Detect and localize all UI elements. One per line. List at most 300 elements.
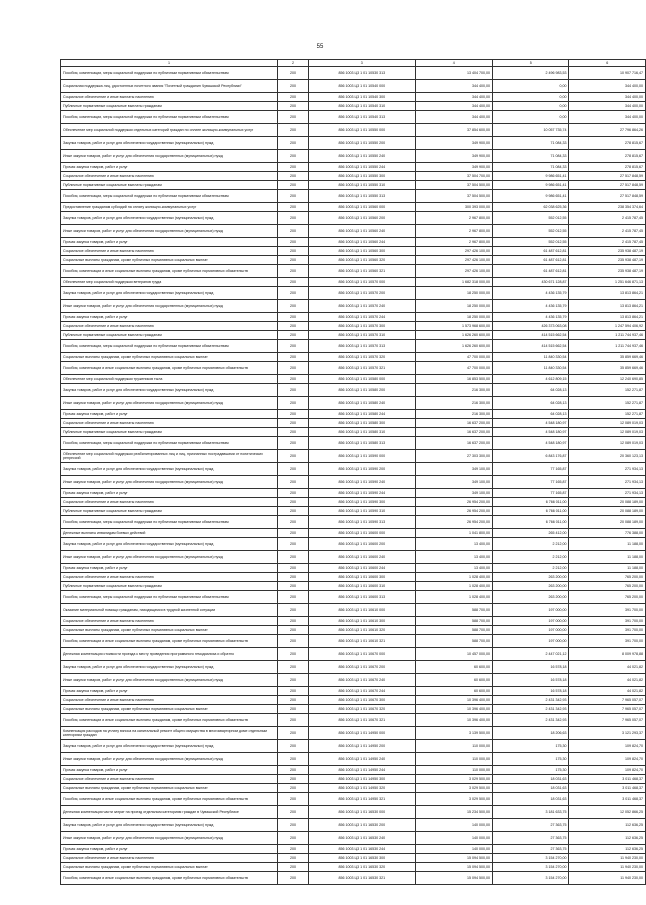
line-code: 200 bbox=[278, 287, 309, 300]
item-name: Прочая закупка товаров, работ и услуг bbox=[61, 410, 278, 419]
table-row bbox=[61, 313, 646, 322]
approved-amount: 26 954 200,00 bbox=[415, 516, 493, 529]
budget-class-code: 856 1003 Ц3 1 01 10600 244 bbox=[309, 564, 415, 573]
unexecuted-amount: 765 200,00 bbox=[569, 573, 646, 582]
budget-class-code: 856 1003 Ц3 1 01 10550 244 bbox=[309, 163, 415, 172]
budget-class-code: 856 1003 Ц3 1 01 10540 313 bbox=[309, 111, 415, 124]
unexecuted-amount: 152 271,87 bbox=[569, 384, 646, 397]
unexecuted-amount: 13 813 864,21 bbox=[569, 287, 646, 300]
approved-amount: 1 573 968 600,00 bbox=[415, 322, 493, 331]
approved-amount: 26 954 200,00 bbox=[415, 498, 493, 507]
unexecuted-amount: 112 636,25 bbox=[569, 819, 646, 832]
unexecuted-amount: 271 934,13 bbox=[569, 489, 646, 498]
approved-amount: 13 404 700,00 bbox=[415, 67, 493, 80]
executed-amount: 263 200,00 bbox=[493, 591, 569, 604]
budget-class-code: 856 1003 Ц3 1 01 14950 240 bbox=[309, 753, 415, 766]
table-row bbox=[61, 582, 646, 591]
unexecuted-amount: 112 636,25 bbox=[569, 832, 646, 845]
approved-amount: 300 393 000,00 bbox=[415, 203, 493, 212]
budget-class-code: 856 1003 Ц3 1 01 10580 240 bbox=[309, 397, 415, 410]
budget-class-code: 856 1003 Ц3 1 01 10530 313 bbox=[309, 67, 415, 80]
executed-amount: 175,30 bbox=[493, 753, 569, 766]
budget-class-code: 856 1003 Ц3 1 01 10590 300 bbox=[309, 498, 415, 507]
table-row bbox=[61, 300, 646, 313]
unexecuted-amount: 20 088 189,00 bbox=[569, 516, 646, 529]
executed-amount: 16 578,18 bbox=[493, 674, 569, 687]
line-code: 200 bbox=[278, 102, 309, 111]
line-code: 200 bbox=[278, 212, 309, 225]
approved-amount: 15 094 500,00 bbox=[415, 872, 493, 885]
budget-class-code: 856 1003 Ц3 1 01 16530 240 bbox=[309, 832, 415, 845]
approved-amount: 110 000,00 bbox=[415, 740, 493, 753]
item-name: Обеспечение мер социальной поддержки ветеранов труда bbox=[61, 278, 278, 287]
executed-amount: 4 548 180,97 bbox=[493, 437, 569, 450]
line-code: 200 bbox=[278, 766, 309, 775]
table-row bbox=[61, 740, 646, 753]
table-row bbox=[61, 516, 646, 529]
executed-amount: 71 084,33 bbox=[493, 163, 569, 172]
item-name: Денежная компенсация части затрат на проезд отдельным категориям граждан в Чувашской Республике bbox=[61, 806, 278, 819]
line-code: 200 bbox=[278, 854, 309, 863]
table-row bbox=[61, 498, 646, 507]
line-code: 200 bbox=[278, 604, 309, 617]
budget-class-code: 856 1003 Ц3 1 01 10670 321 bbox=[309, 714, 415, 727]
table-row bbox=[61, 203, 646, 212]
table-row bbox=[61, 617, 646, 626]
table-row bbox=[61, 375, 646, 384]
approved-amount: 10 396 400,00 bbox=[415, 714, 493, 727]
table-row bbox=[61, 845, 646, 854]
executed-amount: 430 671 128,87 bbox=[493, 278, 569, 287]
item-name: Пособия, компенсации и иные социальные выплаты гражданам, кроме публичных нормативных обязательств bbox=[61, 265, 278, 278]
budget-class-code: 856 1003 Ц3 1 01 10590 310 bbox=[309, 507, 415, 516]
executed-amount: 6 766 011,00 bbox=[493, 516, 569, 529]
line-code: 200 bbox=[278, 674, 309, 687]
executed-amount: 197 000,00 bbox=[493, 635, 569, 648]
executed-amount: 4 612 809,15 bbox=[493, 375, 569, 384]
column-number-row bbox=[61, 60, 646, 67]
table-row bbox=[61, 450, 646, 463]
line-code: 200 bbox=[278, 564, 309, 573]
line-code: 200 bbox=[278, 845, 309, 854]
unexecuted-amount: 391 700,00 bbox=[569, 635, 646, 648]
budget-class-code: 856 1003 Ц3 1 01 10670 300 bbox=[309, 696, 415, 705]
approved-amount: 349 900,00 bbox=[415, 150, 493, 163]
budget-class-code: 856 1003 Ц3 1 01 10570 300 bbox=[309, 322, 415, 331]
table-row bbox=[61, 872, 646, 885]
budget-class-code: 856 1003 Ц3 1 01 10580 300 bbox=[309, 419, 415, 428]
item-name: Иные закупки товаров, работ и услуг для обеспечения государственных (муниципальных) нужд bbox=[61, 753, 278, 766]
item-name: Предоставление гражданам субсидий на оплату жилищно-коммунальных услуг bbox=[61, 203, 278, 212]
approved-amount: 1 626 260 600,00 bbox=[415, 331, 493, 340]
item-name: Прочая закупка товаров, работ и услуг bbox=[61, 687, 278, 696]
budget-class-code: 856 1003 Ц3 1 01 10550 310 bbox=[309, 181, 415, 190]
unexecuted-amount: 271 934,13 bbox=[569, 463, 646, 476]
unexecuted-amount: 8 009 978,88 bbox=[569, 648, 646, 661]
line-code: 200 bbox=[278, 775, 309, 784]
table-row bbox=[61, 727, 646, 740]
line-code: 200 bbox=[278, 463, 309, 476]
line-code: 200 bbox=[278, 313, 309, 322]
unexecuted-amount: 35 859 669,46 bbox=[569, 353, 646, 362]
executed-amount: 6 766 011,00 bbox=[493, 498, 569, 507]
executed-amount: 61 487 612,81 bbox=[493, 247, 569, 256]
budget-class-code: 856 1003 Ц3 1 01 14950 244 bbox=[309, 766, 415, 775]
executed-amount: 3 154 270,00 bbox=[493, 872, 569, 885]
executed-amount: 64 028,13 bbox=[493, 410, 569, 419]
approved-amount: 10 396 400,00 bbox=[415, 705, 493, 714]
item-name: Денежные выплаты инвалидам боевых действий bbox=[61, 529, 278, 538]
item-name: Социальные выплаты гражданам, кроме публичных нормативных социальных выплат bbox=[61, 863, 278, 872]
table-row bbox=[61, 507, 646, 516]
budget-class-code: 856 1003 Ц3 1 01 16530 320 bbox=[309, 863, 415, 872]
approved-amount: 60 600,00 bbox=[415, 674, 493, 687]
item-name: Закупка товаров, работ и услуг для обеспечения государственных (муниципальных) нужд bbox=[61, 463, 278, 476]
line-code: 200 bbox=[278, 384, 309, 397]
line-code: 200 bbox=[278, 626, 309, 635]
item-name: Иные закупки товаров, работ и услуг для обеспечения государственных (муниципальных) нужд bbox=[61, 300, 278, 313]
line-code: 200 bbox=[278, 819, 309, 832]
approved-amount: 13 400,00 bbox=[415, 551, 493, 564]
line-code: 200 bbox=[278, 498, 309, 507]
unexecuted-amount: 238 354 374,64 bbox=[569, 203, 646, 212]
unexecuted-amount: 12 089 019,03 bbox=[569, 428, 646, 437]
approved-amount: 15 094 500,00 bbox=[415, 863, 493, 872]
approved-amount: 588 700,00 bbox=[415, 626, 493, 635]
item-name: Пособия, компенсации, меры социальной поддержки по публичным нормативным обязательствам bbox=[61, 340, 278, 353]
line-code: 200 bbox=[278, 124, 309, 137]
table-row bbox=[61, 696, 646, 705]
executed-amount: 2 496 983,53 bbox=[493, 67, 569, 80]
item-name: Компенсация расходов на уплату взноса на капитальный ремонт общего имущества в многоквартирном доме отдельным категориям граждан bbox=[61, 727, 278, 740]
executed-amount: 2 212,00 bbox=[493, 551, 569, 564]
budget-class-code: 856 1003 Ц3 1 01 10550 313 bbox=[309, 190, 415, 203]
column-number: 3 bbox=[309, 60, 415, 67]
table-row bbox=[61, 397, 646, 410]
table-row bbox=[61, 172, 646, 181]
table-row bbox=[61, 551, 646, 564]
executed-amount: 0,00 bbox=[493, 111, 569, 124]
approved-amount: 15 234 500,00 bbox=[415, 806, 493, 819]
item-name: Прочая закупка товаров, работ и услуг bbox=[61, 489, 278, 498]
table-row bbox=[61, 863, 646, 872]
executed-amount: 9 986 651,41 bbox=[493, 181, 569, 190]
table-row bbox=[61, 353, 646, 362]
item-name: Пособия, компенсации, меры социальной поддержки по публичным нормативным обязательствам bbox=[61, 437, 278, 450]
unexecuted-amount: 11 188,00 bbox=[569, 564, 646, 573]
approved-amount: 349 100,00 bbox=[415, 489, 493, 498]
item-name: Публичные нормативные социальные выплаты гражданам bbox=[61, 507, 278, 516]
executed-amount: 27 363,75 bbox=[493, 832, 569, 845]
item-name: Публичные нормативные социальные выплаты гражданам bbox=[61, 582, 278, 591]
approved-amount: 140 000,00 bbox=[415, 845, 493, 854]
executed-amount: 414 515 662,54 bbox=[493, 331, 569, 340]
table-row bbox=[61, 604, 646, 617]
budget-class-code: 856 1003 Ц3 1 01 10570 321 bbox=[309, 362, 415, 375]
item-name: Социальное обеспечение и иные выплаты населению bbox=[61, 775, 278, 784]
line-code: 200 bbox=[278, 137, 309, 150]
budget-class-code: 856 1003 Ц3 1 01 10550 240 bbox=[309, 150, 415, 163]
executed-amount: 16 578,18 bbox=[493, 687, 569, 696]
budget-class-code: 856 1003 Ц3 1 01 10580 313 bbox=[309, 437, 415, 450]
unexecuted-amount: 12 052 866,25 bbox=[569, 806, 646, 819]
table-row bbox=[61, 150, 646, 163]
table-row bbox=[61, 635, 646, 648]
table-row bbox=[61, 340, 646, 353]
line-code: 200 bbox=[278, 714, 309, 727]
line-code: 200 bbox=[278, 340, 309, 353]
budget-class-code: 856 1003 Ц3 1 01 10540 300 bbox=[309, 93, 415, 102]
executed-amount: 18 031,63 bbox=[493, 793, 569, 806]
approved-amount: 1 028 400,00 bbox=[415, 591, 493, 604]
executed-amount: 263 200,00 bbox=[493, 573, 569, 582]
approved-amount: 216 300,00 bbox=[415, 397, 493, 410]
approved-amount: 1 626 260 600,00 bbox=[415, 340, 493, 353]
unexecuted-amount: 109 824,70 bbox=[569, 766, 646, 775]
line-code: 200 bbox=[278, 331, 309, 340]
table-row bbox=[61, 819, 646, 832]
item-name: Социальные выплаты гражданам, кроме публичных нормативных социальных выплат bbox=[61, 705, 278, 714]
approved-amount: 588 700,00 bbox=[415, 635, 493, 648]
table-row bbox=[61, 753, 646, 766]
line-code: 200 bbox=[278, 476, 309, 489]
table-row bbox=[61, 287, 646, 300]
unexecuted-amount: 12 089 019,03 bbox=[569, 437, 646, 450]
item-name: Пособия, компенсации, меры социальной поддержки по публичным нормативным обязательствам bbox=[61, 516, 278, 529]
budget-class-code: 856 1003 Ц3 1 01 10600 310 bbox=[309, 582, 415, 591]
table-row bbox=[61, 190, 646, 203]
executed-amount: 4 436 135,79 bbox=[493, 313, 569, 322]
budget-class-code: 856 1003 Ц3 1 01 10610 300 bbox=[309, 617, 415, 626]
line-code: 200 bbox=[278, 247, 309, 256]
executed-amount: 0,00 bbox=[493, 80, 569, 93]
line-code: 200 bbox=[278, 806, 309, 819]
item-name: Социальные выплаты гражданам, кроме публичных нормативных социальных выплат bbox=[61, 353, 278, 362]
executed-amount: 552 012,55 bbox=[493, 225, 569, 238]
executed-amount: 71 084,33 bbox=[493, 150, 569, 163]
item-name: Прочая закупка товаров, работ и услуг bbox=[61, 313, 278, 322]
table-row bbox=[61, 80, 646, 93]
executed-amount: 2 431 342,93 bbox=[493, 705, 569, 714]
unexecuted-amount: 35 859 669,46 bbox=[569, 362, 646, 375]
approved-amount: 27 303 300,00 bbox=[415, 450, 493, 463]
executed-amount: 2 447 021,12 bbox=[493, 648, 569, 661]
executed-amount: 2 212,00 bbox=[493, 538, 569, 551]
item-name: Социальное обеспечение и иные выплаты населению bbox=[61, 322, 278, 331]
line-code: 200 bbox=[278, 190, 309, 203]
item-name: Прочая закупка товаров, работ и услуг bbox=[61, 238, 278, 247]
line-code: 200 bbox=[278, 163, 309, 172]
budget-class-code: 856 1003 Ц3 1 01 10590 200 bbox=[309, 463, 415, 476]
approved-amount: 13 400,00 bbox=[415, 538, 493, 551]
line-code: 200 bbox=[278, 278, 309, 287]
executed-amount: 2 431 342,93 bbox=[493, 696, 569, 705]
line-code: 200 bbox=[278, 203, 309, 212]
line-code: 200 bbox=[278, 591, 309, 604]
budget-class-code: 856 1003 Ц3 1 01 10600 313 bbox=[309, 591, 415, 604]
line-code: 200 bbox=[278, 93, 309, 102]
budget-class-code: 856 1003 Ц3 1 01 10580 000 bbox=[309, 375, 415, 384]
budget-class-code: 856 1003 Ц3 1 01 10570 000 bbox=[309, 278, 415, 287]
unexecuted-amount: 7 965 057,07 bbox=[569, 714, 646, 727]
table-row bbox=[61, 529, 646, 538]
item-name: Пособия, компенсации и иные социальные выплаты гражданам, кроме публичных нормативных обязательств bbox=[61, 635, 278, 648]
budget-class-code: 856 1003 Ц3 1 01 10600 240 bbox=[309, 551, 415, 564]
table-row bbox=[61, 124, 646, 137]
line-code: 200 bbox=[278, 67, 309, 80]
item-name: Социальная поддержка лиц, удостоенных почетного звания "Почетный гражданин Чувашской Республики" bbox=[61, 80, 278, 93]
table-row bbox=[61, 163, 646, 172]
approved-amount: 47 700 000,00 bbox=[415, 362, 493, 375]
unexecuted-amount: 109 824,70 bbox=[569, 753, 646, 766]
line-code: 200 bbox=[278, 322, 309, 331]
item-name: Прочая закупка товаров, работ и услуг bbox=[61, 163, 278, 172]
approved-amount: 3 029 500,00 bbox=[415, 784, 493, 793]
budget-class-code: 856 1003 Ц3 1 01 10600 200 bbox=[309, 538, 415, 551]
line-code: 200 bbox=[278, 450, 309, 463]
approved-amount: 60 600,00 bbox=[415, 687, 493, 696]
table-row bbox=[61, 564, 646, 573]
item-name: Иные закупки товаров, работ и услуг для обеспечения государственных (муниципальных) нужд bbox=[61, 225, 278, 238]
item-name: Иные закупки товаров, работ и услуг для обеспечения государственных (муниципальных) нужд bbox=[61, 150, 278, 163]
line-code: 200 bbox=[278, 872, 309, 885]
unexecuted-amount: 391 700,00 bbox=[569, 617, 646, 626]
unexecuted-amount: 7 965 057,07 bbox=[569, 696, 646, 705]
unexecuted-amount: 10 907 716,47 bbox=[569, 67, 646, 80]
table-row bbox=[61, 410, 646, 419]
executed-amount: 10 057 735,74 bbox=[493, 124, 569, 137]
unexecuted-amount: 344 400,00 bbox=[569, 111, 646, 124]
unexecuted-amount: 235 938 487,19 bbox=[569, 265, 646, 278]
unexecuted-amount: 235 938 487,19 bbox=[569, 256, 646, 265]
approved-amount: 1 028 400,00 bbox=[415, 573, 493, 582]
budget-class-code: 856 1003 Ц3 1 01 10670 000 bbox=[309, 648, 415, 661]
item-name: Социальное обеспечение и иные выплаты населению bbox=[61, 617, 278, 626]
executed-amount: 4 548 180,97 bbox=[493, 419, 569, 428]
executed-amount: 2 212,00 bbox=[493, 564, 569, 573]
executed-amount: 11 840 330,54 bbox=[493, 353, 569, 362]
budget-class-code: 856 1003 Ц3 1 01 10570 313 bbox=[309, 340, 415, 353]
item-name: Закупка товаров, работ и услуг для обеспечения государственных (муниципальных) нужд bbox=[61, 740, 278, 753]
item-name: Публичные нормативные социальные выплаты гражданам bbox=[61, 428, 278, 437]
item-name: Социальное обеспечение и иные выплаты населению bbox=[61, 854, 278, 863]
unexecuted-amount: 391 700,00 bbox=[569, 626, 646, 635]
budget-class-code: 856 1003 Ц3 1 01 10560 320 bbox=[309, 256, 415, 265]
line-code: 200 bbox=[278, 635, 309, 648]
approved-amount: 349 900,00 bbox=[415, 163, 493, 172]
budget-class-code: 856 1003 Ц3 1 01 10560 300 bbox=[309, 247, 415, 256]
unexecuted-amount: 235 938 487,19 bbox=[569, 247, 646, 256]
approved-amount: 16 853 500,00 bbox=[415, 375, 493, 384]
budget-class-code: 856 1003 Ц3 1 01 10580 310 bbox=[309, 428, 415, 437]
table-row bbox=[61, 419, 646, 428]
budget-class-code: 856 1003 Ц3 1 01 10570 320 bbox=[309, 353, 415, 362]
approved-amount: 344 400,00 bbox=[415, 93, 493, 102]
unexecuted-amount: 112 636,25 bbox=[569, 845, 646, 854]
approved-amount: 37 504 500,00 bbox=[415, 190, 493, 203]
executed-amount: 6 843 176,87 bbox=[493, 450, 569, 463]
item-name: Прочая закупка товаров, работ и услуг bbox=[61, 766, 278, 775]
budget-class-code: 856 1003 Ц3 1 01 10550 200 bbox=[309, 137, 415, 150]
table-row bbox=[61, 102, 646, 111]
executed-amount: 77 165,87 bbox=[493, 463, 569, 476]
executed-amount: 2 431 342,93 bbox=[493, 714, 569, 727]
table-row bbox=[61, 463, 646, 476]
table-row bbox=[61, 674, 646, 687]
table-row bbox=[61, 489, 646, 498]
unexecuted-amount: 278 815,67 bbox=[569, 137, 646, 150]
column-number: 4 bbox=[415, 60, 493, 67]
approved-amount: 344 400,00 bbox=[415, 80, 493, 93]
unexecuted-amount: 3 011 468,37 bbox=[569, 784, 646, 793]
executed-amount: 3 154 270,00 bbox=[493, 863, 569, 872]
item-name: Публичные нормативные социальные выплаты гражданам bbox=[61, 181, 278, 190]
item-name: Социальное обеспечение и иные выплаты населению bbox=[61, 498, 278, 507]
line-code: 200 bbox=[278, 172, 309, 181]
item-name: Прочая закупка товаров, работ и услуг bbox=[61, 564, 278, 573]
table-row bbox=[61, 832, 646, 845]
item-name: Обеспечение мер социальной поддержки реабилитированных лиц и лиц, признанных пострадавшими от политических репрессий bbox=[61, 450, 278, 463]
unexecuted-amount: 44 021,82 bbox=[569, 674, 646, 687]
unexecuted-amount: 20 360 123,13 bbox=[569, 450, 646, 463]
approved-amount: 37 504 500,00 bbox=[415, 181, 493, 190]
unexecuted-amount: 27 517 848,59 bbox=[569, 190, 646, 203]
line-code: 200 bbox=[278, 225, 309, 238]
table-row bbox=[61, 212, 646, 225]
budget-class-code: 856 1003 Ц3 1 01 10540 000 bbox=[309, 80, 415, 93]
executed-amount: 61 487 612,81 bbox=[493, 265, 569, 278]
budget-class-code: 856 1003 Ц3 1 01 10670 200 bbox=[309, 661, 415, 674]
line-code: 200 bbox=[278, 740, 309, 753]
item-name: Иные закупки товаров, работ и услуг для обеспечения государственных (муниципальных) нужд bbox=[61, 551, 278, 564]
budget-class-code: 856 1003 Ц3 1 01 10610 320 bbox=[309, 626, 415, 635]
budget-class-code: 856 1003 Ц3 1 01 10560 321 bbox=[309, 265, 415, 278]
line-code: 200 bbox=[278, 705, 309, 714]
executed-amount: 175,30 bbox=[493, 766, 569, 775]
unexecuted-amount: 344 400,00 bbox=[569, 80, 646, 93]
unexecuted-amount: 391 700,00 bbox=[569, 604, 646, 617]
approved-amount: 216 300,00 bbox=[415, 410, 493, 419]
approved-amount: 37 854 600,00 bbox=[415, 124, 493, 137]
budget-class-code: 856 1003 Ц3 1 01 10550 000 bbox=[309, 124, 415, 137]
unexecuted-amount: 12 089 019,03 bbox=[569, 419, 646, 428]
item-name: Социальное обеспечение и иные выплаты населению bbox=[61, 696, 278, 705]
approved-amount: 297 426 100,00 bbox=[415, 265, 493, 278]
budget-class-code: 856 1003 Ц3 1 01 10610 321 bbox=[309, 635, 415, 648]
line-code: 200 bbox=[278, 661, 309, 674]
line-code: 200 bbox=[278, 181, 309, 190]
line-code: 200 bbox=[278, 300, 309, 313]
budget-class-code: 856 1003 Ц3 1 01 14950 320 bbox=[309, 784, 415, 793]
approved-amount: 37 504 700,00 bbox=[415, 172, 493, 181]
executed-amount: 4 436 135,79 bbox=[493, 300, 569, 313]
item-name: Обеспечение мер социальной поддержки тружеников тыла bbox=[61, 375, 278, 384]
budget-class-code: 856 1003 Ц3 1 01 10560 200 bbox=[309, 212, 415, 225]
unexecuted-amount: 152 271,87 bbox=[569, 397, 646, 410]
budget-class-code: 856 1003 Ц3 1 01 10560 240 bbox=[309, 225, 415, 238]
item-name: Иные закупки товаров, работ и услуг для обеспечения государственных (муниципальных) нужд bbox=[61, 832, 278, 845]
executed-amount: 61 487 612,81 bbox=[493, 256, 569, 265]
line-code: 200 bbox=[278, 256, 309, 265]
table-row bbox=[61, 322, 646, 331]
table-row bbox=[61, 428, 646, 437]
table-row bbox=[61, 93, 646, 102]
unexecuted-amount: 776 388,00 bbox=[569, 529, 646, 538]
executed-amount: 9 986 651,41 bbox=[493, 190, 569, 203]
item-name: Социальное обеспечение и иные выплаты населению bbox=[61, 247, 278, 256]
unexecuted-amount: 3 011 468,37 bbox=[569, 775, 646, 784]
approved-amount: 18 250 000,00 bbox=[415, 300, 493, 313]
